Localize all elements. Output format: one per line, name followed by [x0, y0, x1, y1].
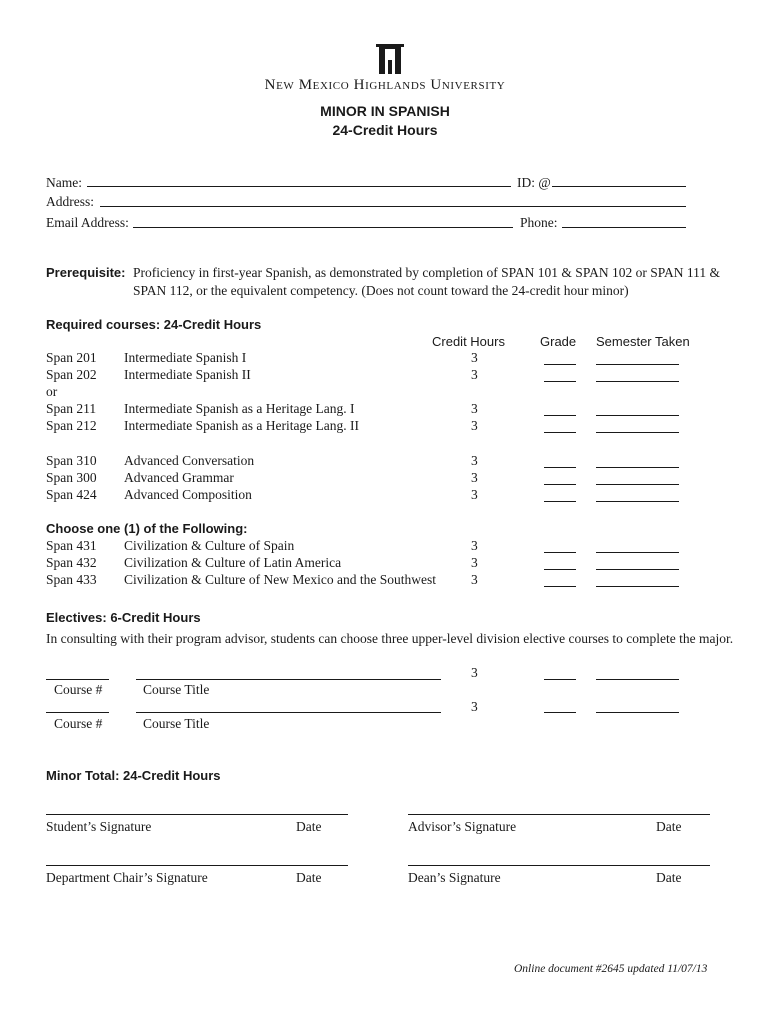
course-credits: 3 — [471, 453, 478, 468]
name-label: Name: — [46, 175, 82, 190]
address-label: Address: — [46, 194, 94, 209]
course-credits: 3 — [471, 555, 478, 570]
course-code: Span 432 — [46, 555, 97, 570]
minor-total-heading: Minor Total: 24-Credit Hours — [46, 768, 221, 783]
course-title: Intermediate Spanish II — [124, 367, 251, 382]
course-number-field[interactable] — [46, 679, 109, 680]
grade-field[interactable] — [544, 415, 576, 416]
grade-field[interactable] — [544, 467, 576, 468]
course-number-field[interactable] — [46, 712, 109, 713]
dean-date-label: Date — [656, 870, 682, 885]
name-field[interactable] — [87, 186, 511, 187]
chair-signature-field[interactable] — [46, 865, 348, 866]
col-credit-hours: Credit Hours — [432, 334, 505, 349]
dean-signature-field[interactable] — [408, 865, 710, 866]
semester-field[interactable] — [596, 501, 679, 502]
course-title: Advanced Grammar — [124, 470, 234, 485]
semester-field[interactable] — [596, 552, 679, 553]
grade-field[interactable] — [544, 381, 576, 382]
course-code: Span 212 — [46, 418, 97, 433]
grade-field[interactable] — [544, 569, 576, 570]
course-title: Intermediate Spanish I — [124, 350, 247, 365]
course-code: Span 310 — [46, 453, 97, 468]
advisor-date-label: Date — [656, 819, 682, 834]
grade-field[interactable] — [544, 432, 576, 433]
course-title-label: Course Title — [143, 682, 210, 697]
semester-field[interactable] — [596, 586, 679, 587]
col-semester-taken: Semester Taken — [596, 334, 690, 349]
course-code: Span 211 — [46, 401, 97, 416]
electives-heading: Electives: 6-Credit Hours — [46, 610, 201, 625]
phone-label: Phone: — [520, 215, 558, 230]
course-title-label: Course Title — [143, 716, 210, 731]
course-number-label: Course # — [54, 682, 103, 697]
semester-field[interactable] — [596, 679, 679, 680]
course-title: Civilization & Culture of Latin America — [124, 555, 342, 570]
email-label: Email Address: — [46, 215, 129, 230]
course-credits: 3 — [471, 487, 478, 502]
university-logo-icon — [374, 44, 406, 74]
course-title: Advanced Conversation — [124, 453, 255, 468]
course-title: Civilization & Culture of New Mexico and the Southwest — [124, 572, 436, 587]
phone-field[interactable] — [562, 227, 686, 228]
course-credits: 3 — [471, 572, 478, 587]
required-heading: Required courses: 24-Credit Hours — [46, 317, 262, 332]
course-credits: 3 — [471, 418, 478, 433]
course-code: Span 424 — [46, 487, 97, 502]
course-code: Span 201 — [46, 350, 97, 365]
course-title-field[interactable] — [136, 712, 441, 713]
course-title: Intermediate Spanish as a Heritage Lang. I — [124, 401, 355, 416]
course-credits: 3 — [471, 350, 478, 365]
page-title: MINOR IN SPANISH — [320, 103, 450, 119]
advisor-signature-field[interactable] — [408, 814, 710, 815]
course-code: Span 431 — [46, 538, 97, 553]
course-credits: 3 — [471, 665, 478, 680]
student-date-label: Date — [296, 819, 322, 834]
prerequisite-label: Prerequisite: — [46, 265, 126, 280]
prerequisite-text-1: Proficiency in first-year Spanish, as demonstrated by completion of SPAN 101 & SPAN 102 or SPAN 111 & — [133, 265, 720, 280]
semester-field[interactable] — [596, 484, 679, 485]
or-label: or — [46, 384, 58, 399]
electives-description: In consulting with their program advisor, students can choose three upper-level division elective courses to complete the major. — [46, 631, 734, 646]
grade-field[interactable] — [544, 364, 576, 365]
semester-field[interactable] — [596, 569, 679, 570]
student-signature-field[interactable] — [46, 814, 348, 815]
course-credits: 3 — [471, 401, 478, 416]
course-credits: 3 — [471, 538, 478, 553]
grade-field[interactable] — [544, 552, 576, 553]
id-field[interactable] — [552, 186, 686, 187]
address-field[interactable] — [100, 206, 686, 207]
course-credits: 3 — [471, 699, 478, 714]
semester-field[interactable] — [596, 415, 679, 416]
course-credits: 3 — [471, 470, 478, 485]
id-label: ID: @ — [517, 175, 551, 190]
choose-one-heading: Choose one (1) of the Following: — [46, 521, 248, 536]
grade-field[interactable] — [544, 679, 576, 680]
course-code: Span 433 — [46, 572, 97, 587]
grade-field[interactable] — [544, 712, 576, 713]
dean-signature-label: Dean’s Signature — [408, 870, 501, 885]
grade-field[interactable] — [544, 586, 576, 587]
semester-field[interactable] — [596, 432, 679, 433]
course-code: Span 202 — [46, 367, 97, 382]
document-note: Online document #2645 updated 11/07/13 — [514, 963, 708, 975]
advisor-signature-label: Advisor’s Signature — [408, 819, 517, 834]
email-field[interactable] — [133, 227, 513, 228]
semester-field[interactable] — [596, 712, 679, 713]
grade-field[interactable] — [544, 501, 576, 502]
course-title: Civilization & Culture of Spain — [124, 538, 295, 553]
prerequisite-text-2: SPAN 112, or the equivalent competency. (Does not count toward the 24-credit hour minor) — [133, 283, 629, 298]
course-code: Span 300 — [46, 470, 97, 485]
university-name: New Mexico Highlands University — [264, 77, 506, 93]
col-grade: Grade — [540, 334, 577, 349]
course-title: Intermediate Spanish as a Heritage Lang. II — [124, 418, 360, 433]
course-credits: 3 — [471, 367, 478, 382]
course-number-label: Course # — [54, 716, 103, 731]
course-title: Advanced Composition — [124, 487, 252, 502]
chair-date-label: Date — [296, 870, 322, 885]
semester-field[interactable] — [596, 364, 679, 365]
chair-signature-label: Department Chair’s Signature — [46, 870, 208, 885]
course-title-field[interactable] — [136, 679, 441, 680]
semester-field[interactable] — [596, 467, 679, 468]
semester-field[interactable] — [596, 381, 679, 382]
student-signature-label: Student’s Signature — [46, 819, 152, 834]
grade-field[interactable] — [544, 484, 576, 485]
page-subtitle: 24-Credit Hours — [332, 122, 438, 138]
